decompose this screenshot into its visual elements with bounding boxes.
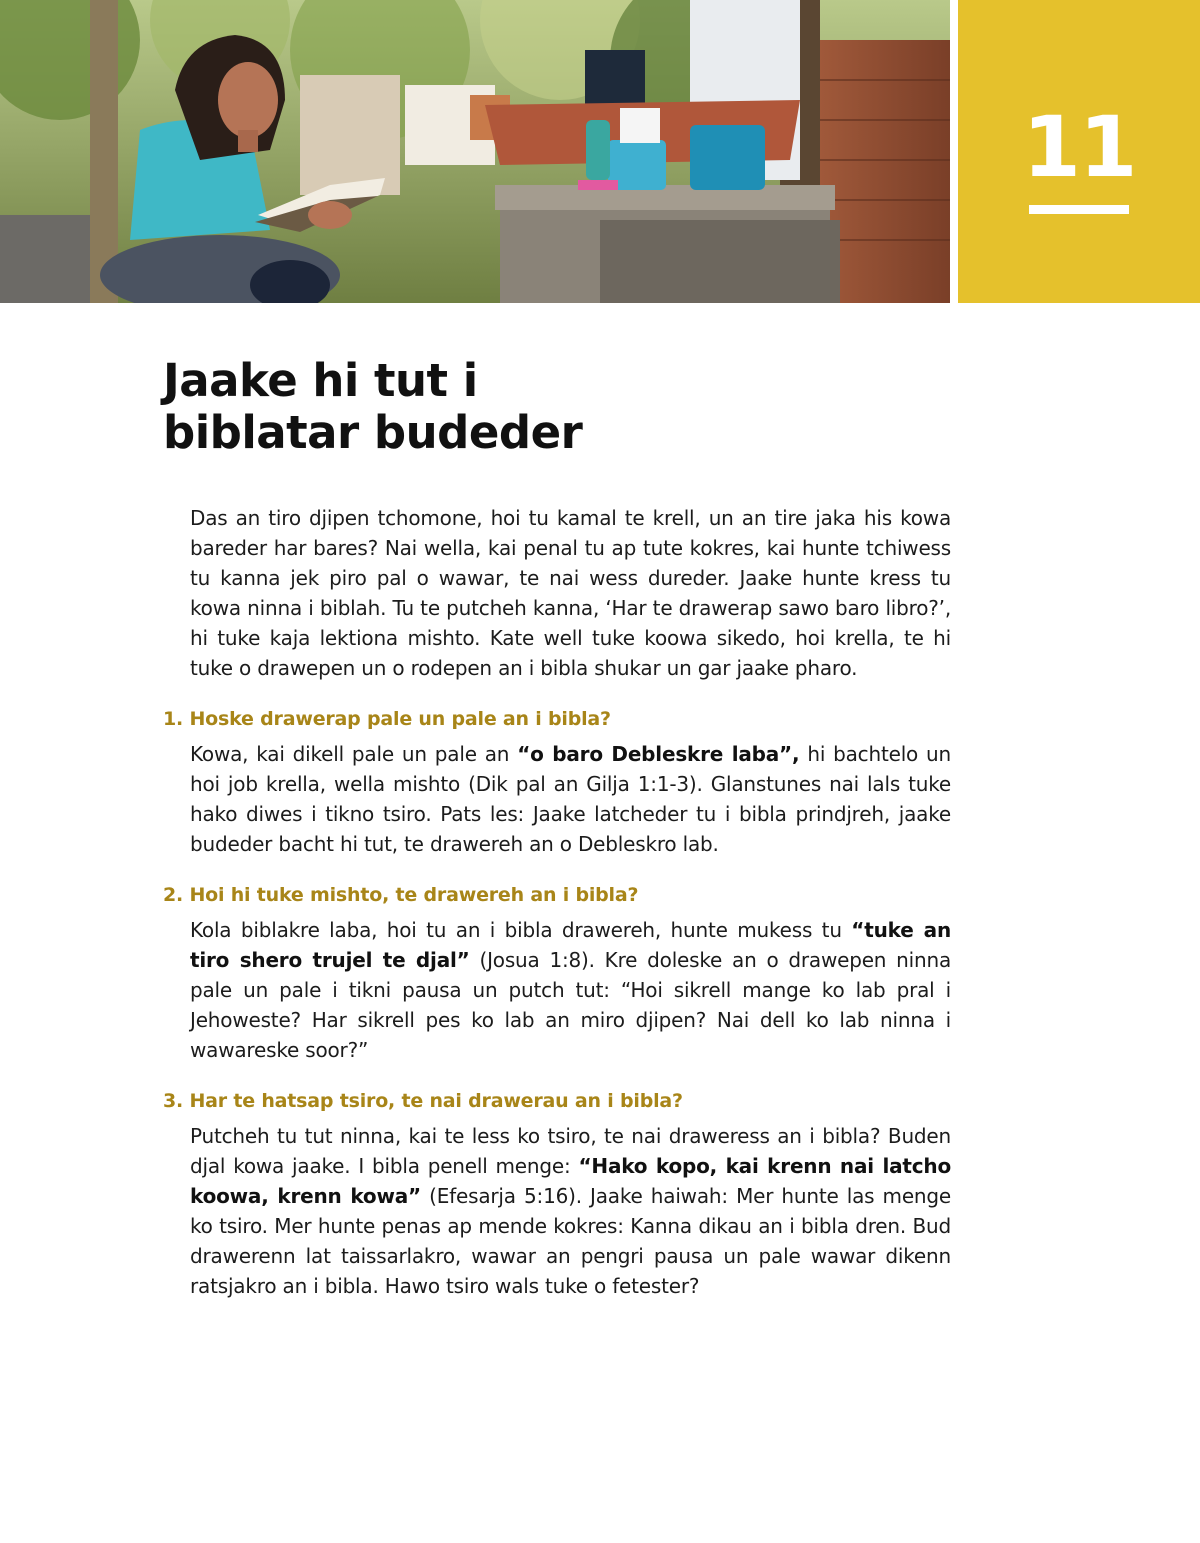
section-1-paragraph [190,739,951,859]
hero-photo [0,0,950,303]
section-2-text-a: Kola biblakre laba, hoi tu an i bibla drawereh, hunte mukess tu [190,918,852,942]
badge-underline [1029,205,1129,214]
section-3-text-b: (Efesarja 5:16). Jaake haiwah: Mer hunte las menge ko tsiro. Mer hunte penas ap mende kokres: Kanna dikau an i bibla dren. Bud drawerenn lat taissarlakro, wawar an pengri pausa un pale wawar dikenn ratsjakro an i bibla. Hawo tsiro wals tuke o fetester? [190,1184,952,1298]
photo-illustration [0,0,950,303]
intro-paragraph: Das an tiro djipen tchomone, hoi tu kamal te krell, un an tire jaka his kowa bareder har bares? Nai wella, kai penal tu ap tute kokres, kai hunte tchiwess tu kanna jek piro pal o wawar, te nai wess dureder. Jaake hunte kress tu kowa ninna i biblah. Tu te putcheh kanna, ‘Har te drawerap sawo baro libro?’, hi tuke kaja lektiona mishto. Kate well tuke koowa sikedo, hoi krella, te hi tuke o drawepen un o rodepen an i bibla shukar un gar jaake pharo. [190,506,951,680]
section-2-paragraph [190,915,951,1065]
lesson-number-badge [958,0,1200,303]
section-3-heading: 3. Har te hatsap tsiro, te nai drawerau an i bibla? [163,1090,683,1112]
section-3-quote: “Hako kopo, kai krenn nai latcho koowa, krenn kowa” [190,1154,951,1208]
section-3-text-a: Putcheh tu tut ninna, kai te less ko tsiro, te nai draweress an i bibla? Buden djal kowa jaake. I bibla penell menge: [190,1124,951,1178]
lesson-number: 11 [1022,98,1136,196]
page-title [163,355,863,459]
title-line-1: Jaake hi tut i [163,354,478,407]
section-1-quote: “o baro Debleskre laba”, [517,742,800,766]
section-2-heading: 2. Hoi hi tuke mishto, te drawereh an i bibla? [163,884,639,906]
section-2-quote: “tuke an tiro shero trujel te djal” [190,918,952,972]
section-1-text-b: hi bachtelo un hoi job krella, wella mishto (Dik pal an Gilja 1:1-3). Glanstunes nai lals tuke hako diwes i tikno tsiro. Pats les: Jaake latcheder tu i bibla prindjreh, jaake budeder bacht hi tut, te drawereh an o Debleskro lab. [190,742,951,856]
lesson-content [163,503,951,1301]
section-3-paragraph [190,1121,951,1301]
section-2-text-b: (Josua 1:8). Kre doleske an o drawepen ninna pale un pale i tikni pausa un putch tut: “Hoi sikrell mange ko lab pral i Jehoweste? Har sikrell pes ko lab an miro djipen? Nai dell ko lab ninna i wawareske soor?” [190,948,951,1062]
section-1-heading: 1. Hoske drawerap pale un pale an i bibla? [163,708,611,730]
section-1-text-a: Kowa, kai dikell pale un pale an [190,742,518,766]
title-line-2: biblatar budeder [163,406,583,459]
